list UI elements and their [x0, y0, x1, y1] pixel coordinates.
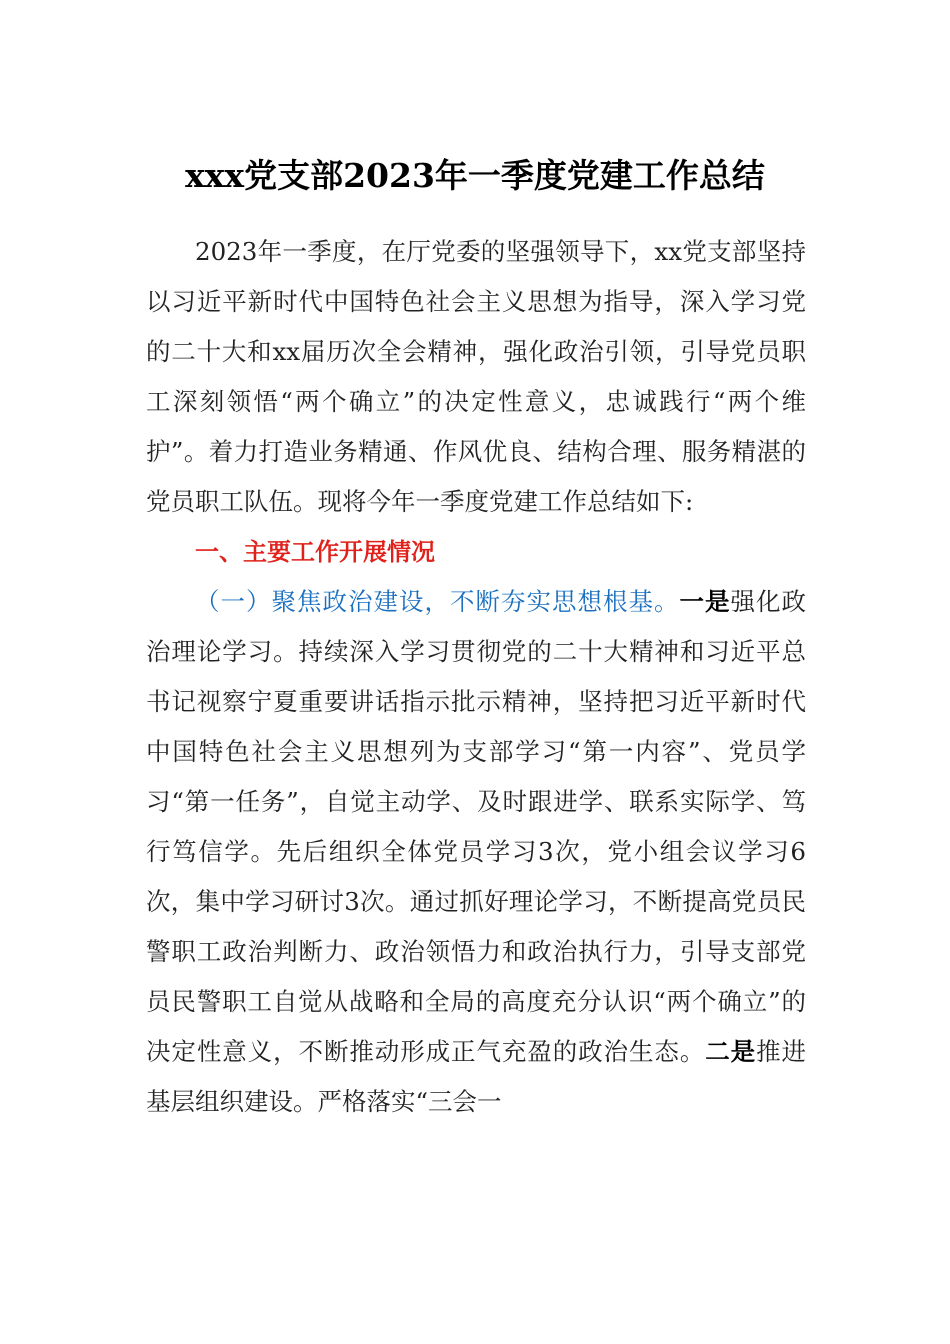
subsection-heading: （一）聚焦政治建设，不断夯实思想根基。: [195, 587, 680, 616]
point-text-1: 强化政治理论学习。持续深入学习贯彻党的二十大精神和习近平总书记视察宁夏重要讲话指示批示精神，坚持把习近平新时代中国特色社会主义思想列为支部学习“第一内容”、党员学习“第一任务”，自觉主动学、及时跟进学、联系实际学、笃行笃信学。先后组织全体党员学习3次，党小组会议学习6次，集中学习研讨3次。通过抓好理论学习，不断提高党员民警职工政治判断力、政治领悟力和政治执行力，引导支部党员民警职工自觉从战略和全局的高度充分认识“两个确立”的决定性意义，不断推动形成正气充盈的政治生态。: [146, 587, 806, 1066]
intro-paragraph: 2023年一季度，在厅党委的坚强领导下，xx党支部坚持以习近平新时代中国特色社会主义思想为指导，深入学习党的二十大和xx届历次全会精神，强化政治引领，引导党员职工深刻领悟“两个确立”的决定性意义，忠诚践行“两个维护”。着力打造业务精通、作风优良、结构合理、服务精湛的党员职工队伍。现将今年一季度党建工作总结如下:: [146, 237, 806, 516]
document-title: xxx党支部2023年一季度党建工作总结: [185, 156, 765, 195]
section-heading-paragraph: [146, 527, 806, 577]
section-heading: 一、主要工作开展情况: [195, 538, 435, 566]
document-body: [146, 227, 806, 1127]
point-text-2: 推进基层组织建设。严格落实“三会一: [146, 1037, 807, 1116]
point-label-2: 二是: [705, 1037, 757, 1066]
point-label-1: 一是: [679, 587, 731, 616]
section-content-paragraph: [146, 577, 806, 1127]
